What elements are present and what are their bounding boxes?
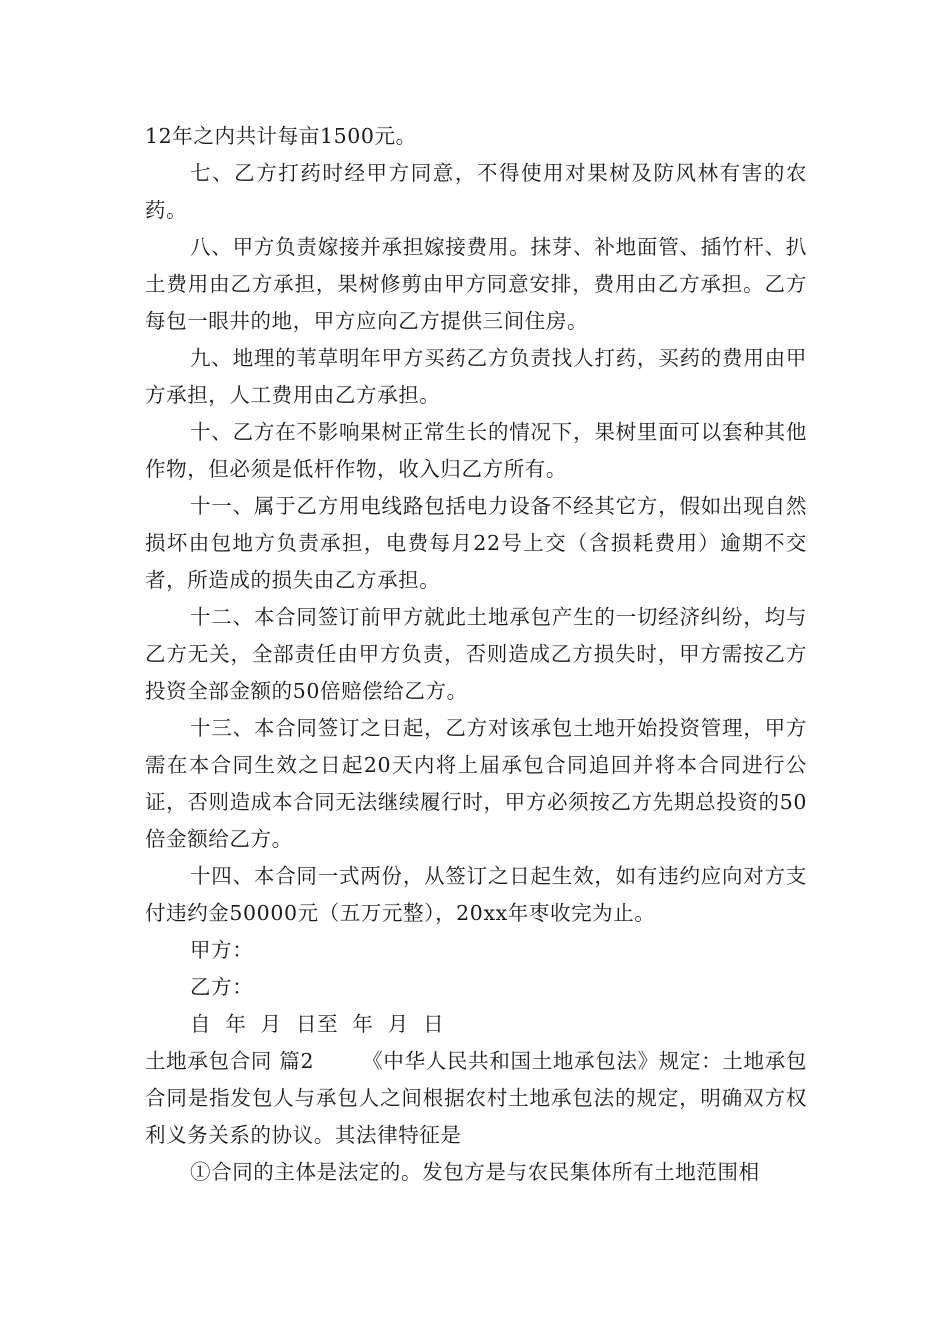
clause-10: 十、乙方在不影响果树正常生长的情况下，果树里面可以套种其他作物，但必须是低杆作物，收入归乙方所有。 [145, 420, 807, 481]
clause-8: 八、甲方负责嫁接并承担嫁接费用。抹芽、补地面管、插竹杆、扒土费用由乙方承担，果树修剪由甲方同意安排，费用由乙方承担。乙方每包一眼井的地，甲方应向乙方提供三间住房。 [145, 235, 807, 333]
closing-paragraph: ①合同的主体是法定的。发包方是与农民集体所有土地范围相 [190, 1160, 760, 1184]
clause-13: 十三、本合同签订之日起，乙方对该承包土地开始投资管理，甲方需在本合同生效之日起20天内将上届承包合同追回并将本合同进行公证，否则造成本合同无法继续履行时，甲方必须按乙方先期总投资的50倍金额给乙方。 [145, 716, 807, 851]
clause-12: 十二、本合同签订前甲方就此土地承包产生的一切经济纠纷，均与乙方无关，全部责任由甲方负责，否则造成乙方损失时，甲方需按乙方投资全部金额的50倍赔偿给乙方。 [145, 605, 807, 703]
section-2-heading: 土地承包合同 篇2 [145, 1049, 315, 1073]
signature-party-b: 乙方： [190, 975, 254, 999]
document-body [145, 118, 807, 1191]
clause-11: 十一、属于乙方用电线路包括电力设备不经其它方，假如出现自然损坏由包地方负责承担，电费每月22号上交（含损耗费用）逾期不交者，所造成的损失由乙方承担。 [145, 494, 807, 592]
paragraph-continuation: 12年之内共计每亩1500元。 [145, 124, 417, 148]
section-2-paragraph [145, 1043, 807, 1154]
clause-14: 十四、本合同一式两份，从签订之日起生效，如有违约应向对方支付违约金50000元（五万元整），20xx年枣收完为止。 [145, 864, 807, 925]
signature-party-a: 甲方： [190, 938, 254, 962]
clause-7: 七、乙方打药时经甲方同意，不得使用对果树及防风林有害的农药。 [145, 161, 807, 222]
section-2-intro: 《中华人民共和国土地承包法》规定：土地承包合同是指发包人与承包人之间根据农村土地承包法的规定，明确双方权利义务关系的协议。其法律特征是 [145, 1049, 807, 1147]
contract-period: 自 年 月 日至 年 月 日 [190, 1012, 445, 1036]
clause-9: 九、地理的苇草明年甲方买药乙方负责找人打药，买药的费用由甲方承担，人工费用由乙方承担。 [145, 346, 807, 407]
